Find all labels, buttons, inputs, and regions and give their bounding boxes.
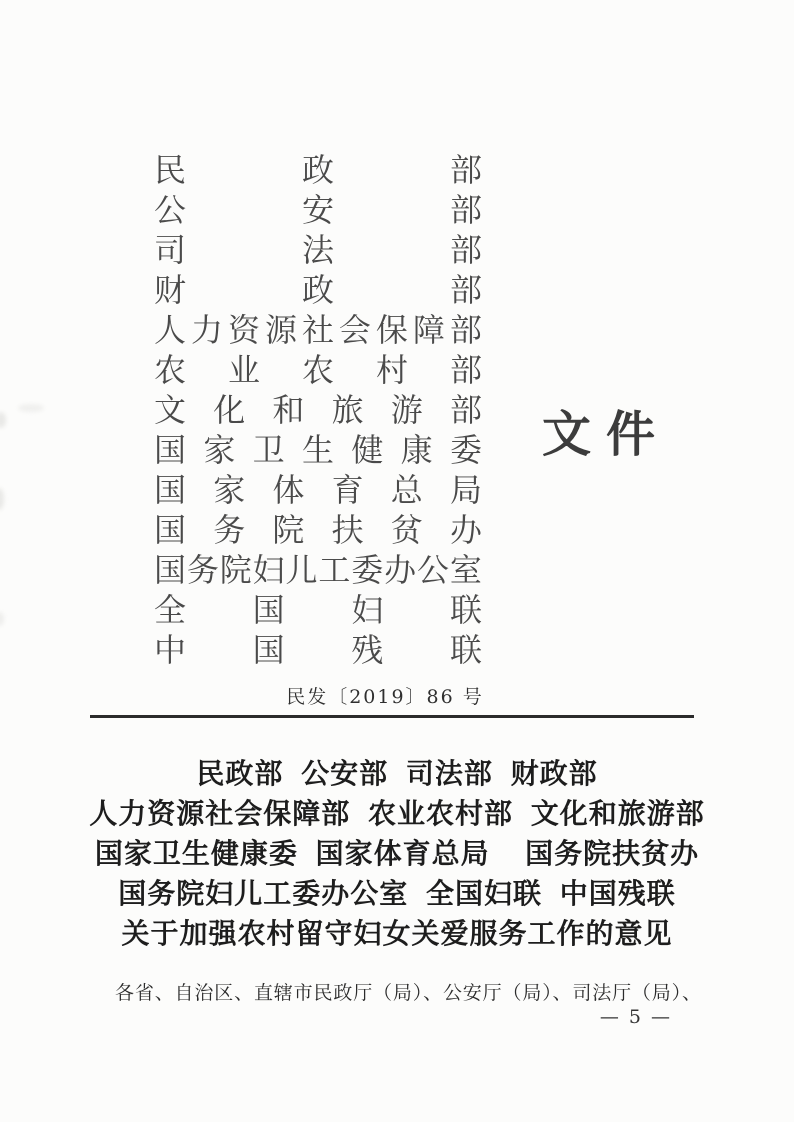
agency-row: 农 业 农 村 部 [154, 351, 482, 389]
agency-row: 国 务 院 扶 贫 办 [154, 511, 482, 549]
agency-row: 公 安 部 [154, 191, 482, 229]
title-line: 国务院妇儿工委办公室 全国妇联 中国残联 [118, 877, 676, 910]
agency-row: 文 化 和 旅 游 部 [154, 391, 482, 429]
agency-row: 财 政 部 [154, 271, 482, 309]
agency-row: 国 家 体 育 总 局 [154, 471, 482, 509]
agency-row: 民 政 部 [154, 151, 482, 189]
letterhead-agency-list [154, 150, 482, 670]
title-line: 人力资源社会保障部 农业农村部 文化和旅游部 [89, 797, 705, 830]
document-number: 民发〔2019〕86 号 [286, 686, 484, 708]
title-line: 国家卫生健康委 国家体育总局 国务院扶贫办 [94, 837, 700, 870]
title-line: 民政部 公安部 司法部 财政部 [196, 757, 598, 790]
agency-row: 全 国 妇 联 [154, 591, 482, 629]
letterhead-divider-rule [90, 715, 694, 718]
body-first-line: 各省、自治区、直辖市民政厅（局）、公安厅（局）、司法厅（局）、 [115, 982, 701, 1004]
scan-smudge [0, 488, 4, 510]
agency-row: 司 法 部 [154, 231, 482, 269]
page-number: — 5 — [599, 1006, 672, 1028]
agency-row: 国 家 卫 生 健 康 委 [154, 431, 482, 469]
agency-row: 国 务 院 妇 儿 工 委 办 公 室 [154, 551, 482, 589]
scan-smudge [0, 612, 4, 626]
scan-smudge [18, 404, 44, 412]
letterhead-doc-label: 文件 [542, 405, 671, 463]
agency-row: 中 国 残 联 [154, 631, 482, 669]
agency-row: 人 力 资 源 社 会 保 障 部 [154, 311, 482, 349]
scan-smudge [0, 412, 6, 428]
document-title-block [0, 754, 794, 954]
title-line: 关于加强农村留守妇女关爱服务工作的意见 [121, 917, 673, 950]
